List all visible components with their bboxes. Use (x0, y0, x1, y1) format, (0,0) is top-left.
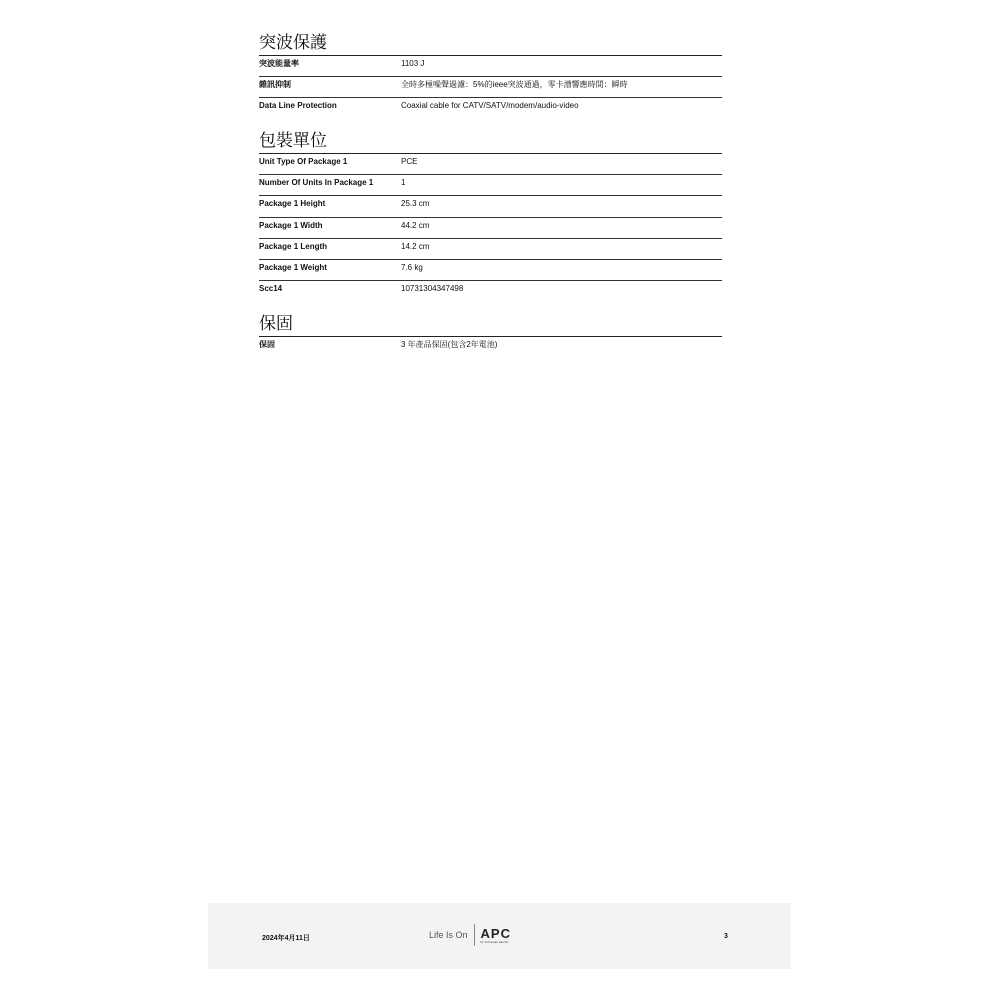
spec-value: 1103 J (401, 59, 425, 68)
spec-label: Data Line Protection (259, 101, 337, 110)
section-title: 保固 (259, 315, 722, 337)
spec-row (259, 196, 722, 217)
apc-logo-text: APC (480, 925, 511, 941)
section-surge-protection (259, 34, 722, 119)
section-title: 包裝單位 (259, 132, 722, 154)
spec-row (259, 218, 722, 239)
spec-label: Package 1 Height (259, 199, 326, 209)
spec-label: Package 1 Weight (259, 262, 327, 272)
spec-value: 44.2 cm (401, 220, 430, 230)
apc-logo-subtext: by Schneider Electric (480, 939, 509, 944)
section-packaging (259, 132, 722, 302)
spec-label: 雜訊抑制 (259, 80, 291, 89)
page-number: 3 (724, 933, 728, 940)
spec-label: 突波能量率 (259, 59, 299, 68)
spec-label: Unit Type Of Package 1 (259, 157, 348, 166)
spec-row (259, 260, 722, 281)
spec-value: 14.2 cm (401, 241, 430, 251)
spec-label: Scc14 (259, 284, 283, 294)
spec-label: 保固 (259, 340, 275, 350)
spec-row (259, 337, 722, 357)
spec-row (259, 98, 722, 119)
spec-value: 7.6 kg (401, 262, 423, 272)
spec-row (259, 281, 722, 302)
spec-row (259, 239, 722, 260)
apc-logo (481, 927, 511, 944)
spec-label: Number Of Units In Package 1 (259, 178, 374, 188)
spec-label: Package 1 Width (259, 220, 323, 230)
tagline: Life Is On (429, 930, 468, 940)
spec-row (259, 77, 722, 98)
section-warranty (259, 315, 722, 357)
brand-logo (429, 923, 511, 947)
spec-row (259, 56, 722, 77)
logo-divider (474, 924, 475, 946)
footer-date: 2024年4月11日 (262, 935, 310, 942)
spec-value: PCE (401, 157, 418, 166)
spec-label: Package 1 Length (259, 241, 328, 251)
spec-value: Coaxial cable for CATV/SATV/modem/audio-video (401, 101, 579, 110)
spec-value: 1 (401, 178, 406, 188)
spec-content (259, 34, 722, 370)
spec-row (259, 175, 722, 196)
spec-value: 3 年產品保固(包含2年電池) (401, 340, 498, 350)
spec-row (259, 154, 722, 175)
page-footer (208, 903, 791, 969)
spec-value: 25.3 cm (401, 199, 430, 209)
spec-value: 10731304347498 (401, 284, 464, 294)
section-title: 突波保護 (259, 34, 722, 56)
spec-value: 全時多極噪聲過濾：5%的ieee突波通過，零卡漕響應時間：瞬時 (401, 80, 628, 89)
